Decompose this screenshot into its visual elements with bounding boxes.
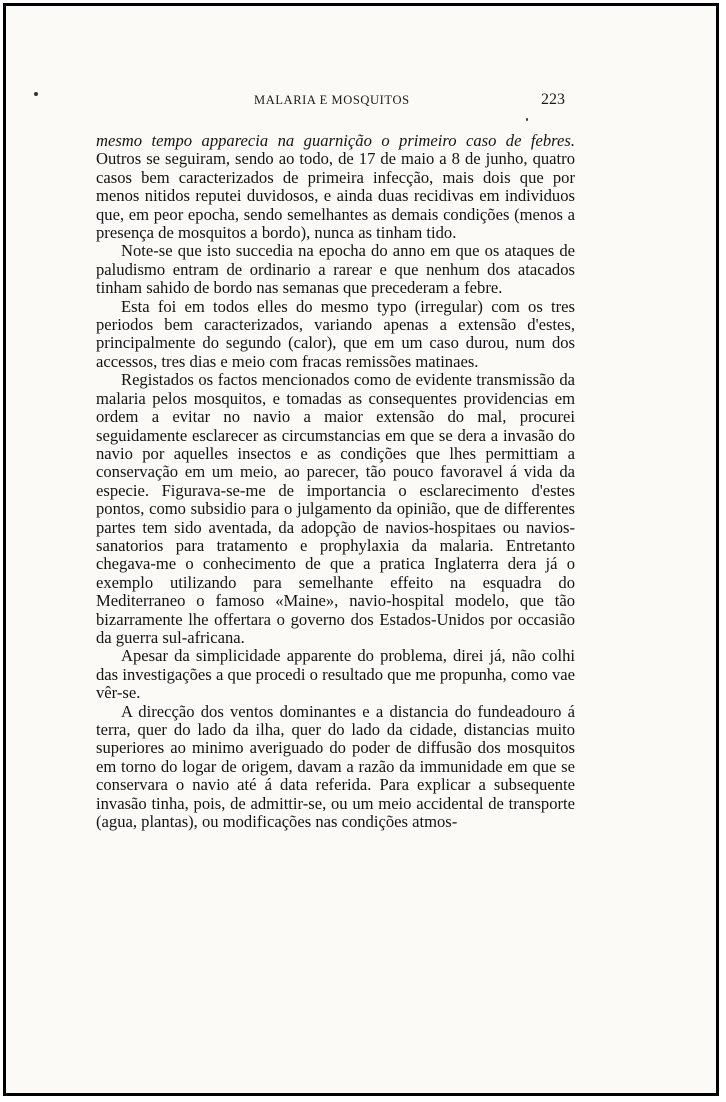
- italic-lead: mesmo tempo apparecia na guarnição o primeiro caso de febres.: [96, 131, 575, 150]
- paragraph: Apesar da simplicidade apparente do problema, direi já, não colhi das investigações a que procedi o resultado que me propunha, como vae vêr-se.: [96, 646, 575, 703]
- paragraph: [96, 132, 575, 242]
- paragraph: Esta foi em todos elles do mesmo typo (irregular) com os tres periodos bem caracterizados, variando apenas a extensão d'estes, principalmente do segundo (calor), que em um caso durou, num dos accessos, tres dias e meio com fracas remissões matinaes.: [96, 296, 575, 371]
- body-text: [96, 132, 575, 831]
- page-number: 223: [541, 91, 565, 108]
- paragraph: Note-se que isto succedia na epocha do anno em que os ataques de paludismo entram de ordinario a rarear e que nenhum dos atacados tinham sahido de bordo nas semanas que precederam a febre.: [96, 241, 575, 298]
- print-speck: [34, 92, 38, 96]
- paragraph: A direcção dos ventos dominantes e a distancia do fundeadouro á terra, quer do lado da ilha, quer do lado da cidade, distancias muito superiores ao minimo averiguado do poder de diffusão dos mosquitos em torno do logar de origem, davam a razão da immunidade em que se conservara o navio até á data referida. Para explicar a subsequente invasão tinha, pois, de admittir-se, ou um meio accidental de transporte (agua, plantas), ou modificações nas condições atmos-: [96, 701, 575, 832]
- paragraph: Registados os factos mencionados como de evidente transmissão da malaria pelos mosquitos, e tomadas as consequentes providencias em ordem a evitar no navio a maior extensão do mal, procurei seguidamente esclarecer as circumstancias em que se dera a invasão do navio por aquelles insectos e as condições que lhes permittiam a conservação em um meio, ao parecer, tão pouco favoravel á vida da especie. Figurava-se-me de importancia o esclarecimento d'estes pontos, como subsidio para o julgamento da opinião, que de differentes partes tem sido aventada, da adopção de navios-hospitaes ou navios-sanatorios para tratamento e prophylaxia da malaria. Entretanto chegava-me o conhecimento de que a pratica Inglaterra dera já o exemplo utilizando para semelhante effeito na esquadra do Mediterraneo o famoso «Maine», navio-hospital modelo, que tão bizarramente lhe offertara o governo dos Estados-Unidos por occasião da guerra sul-africana.: [96, 370, 575, 647]
- print-speck: [526, 118, 528, 121]
- book-page: [3, 3, 719, 1096]
- running-title: MALARIA E MOSQUITOS: [254, 93, 410, 107]
- paragraph-text: Outros se seguiram, sendo ao todo, de 17 de maio a 8 de junho, quatro casos bem caracterizados de primeira infecção, mais dois que por menos nitidos reputei duvidosos, e ainda duas recidivas em individuos que, em peor epocha, sendo semelhantes as demais condições (menos a presença de mosquitos a bordo), nunca as tinham tido.: [96, 149, 575, 243]
